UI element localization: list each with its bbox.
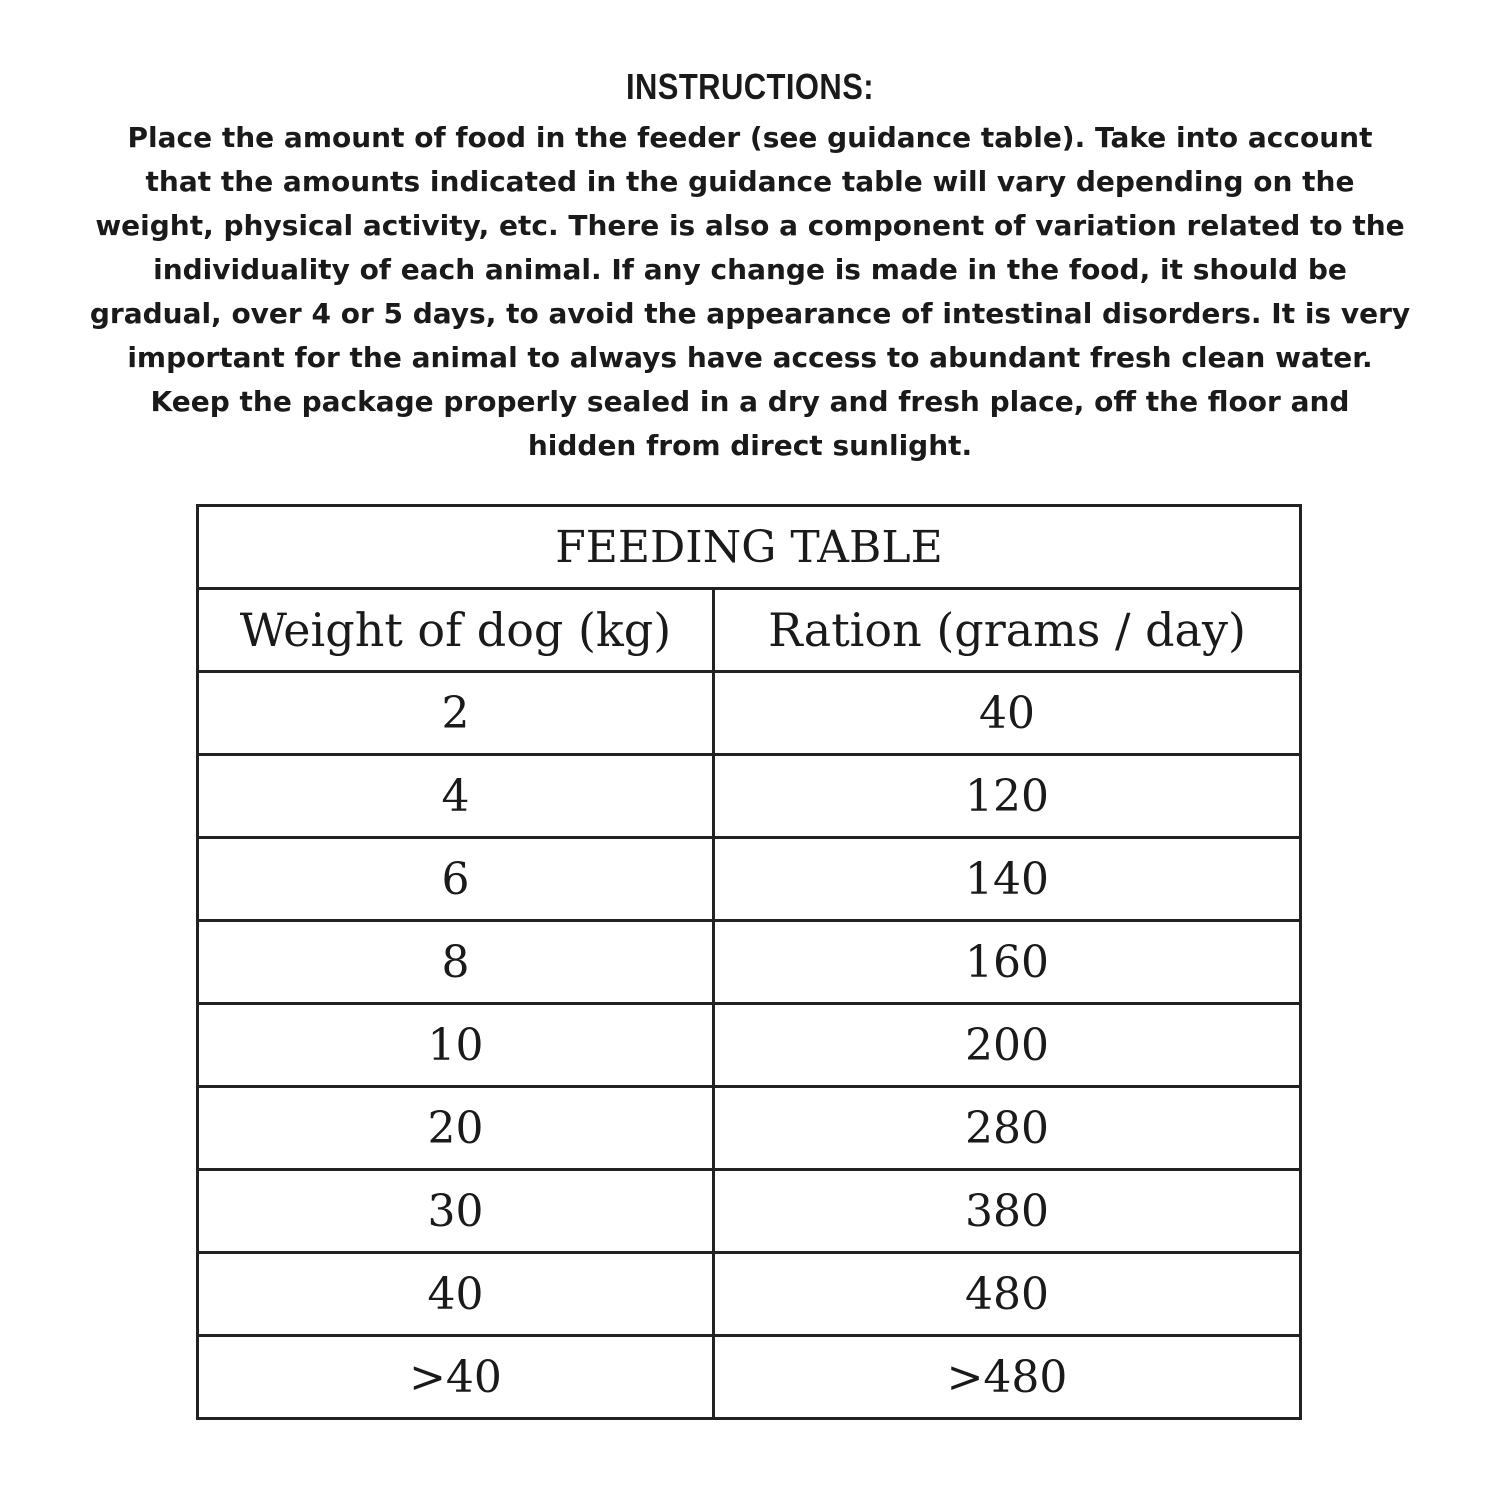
ration-cell: 380 bbox=[714, 1170, 1301, 1253]
weight-cell: 6 bbox=[198, 838, 714, 921]
instructions-text bbox=[40, 116, 1460, 468]
ration-cell: >480 bbox=[714, 1336, 1301, 1419]
weight-cell: 30 bbox=[198, 1170, 714, 1253]
instructions-line: Place the amount of food in the feeder (see guidance table). Take into account bbox=[127, 121, 1373, 154]
instructions-heading: INSTRUCTIONS: bbox=[625, 66, 875, 107]
ration-cell: 480 bbox=[714, 1253, 1301, 1336]
table-row bbox=[198, 921, 1301, 1004]
table-row bbox=[198, 1253, 1301, 1336]
ration-cell: 160 bbox=[714, 921, 1301, 1004]
table-title: FEEDING TABLE bbox=[198, 506, 1301, 589]
table-row bbox=[198, 1170, 1301, 1253]
ration-cell: 200 bbox=[714, 1004, 1301, 1087]
instructions-line: important for the animal to always have access to abundant fresh clean water. bbox=[127, 341, 1373, 374]
feeding-table-container bbox=[196, 504, 1302, 1420]
instructions-line: hidden from direct sunlight. bbox=[527, 429, 973, 462]
weight-cell: 20 bbox=[198, 1087, 714, 1170]
ration-cell: 40 bbox=[714, 672, 1301, 755]
table-row bbox=[198, 1336, 1301, 1419]
instructions-line: that the amounts indicated in the guidance table will vary depending on the bbox=[145, 165, 1355, 198]
ration-cell: 120 bbox=[714, 755, 1301, 838]
instructions-line: gradual, over 4 or 5 days, to avoid the appearance of intestinal disorders. It is very bbox=[89, 297, 1411, 330]
table-title-row bbox=[198, 506, 1301, 589]
instructions-line: weight, physical activity, etc. There is also a component of variation related to the bbox=[95, 209, 1405, 242]
weight-cell: 40 bbox=[198, 1253, 714, 1336]
table-header-row bbox=[198, 589, 1301, 672]
weight-cell: 2 bbox=[198, 672, 714, 755]
weight-cell: 8 bbox=[198, 921, 714, 1004]
table-row bbox=[198, 1004, 1301, 1087]
table-row bbox=[198, 838, 1301, 921]
feeding-table bbox=[196, 504, 1302, 1420]
ration-cell: 280 bbox=[714, 1087, 1301, 1170]
instructions-line: individuality of each animal. If any change is made in the food, it should be bbox=[153, 253, 1347, 286]
weight-cell: >40 bbox=[198, 1336, 714, 1419]
table-row bbox=[198, 1087, 1301, 1170]
column-header-weight: Weight of dog (kg) bbox=[198, 589, 714, 672]
table-row bbox=[198, 672, 1301, 755]
instructions-line: Keep the package properly sealed in a dry and fresh place, off the floor and bbox=[150, 385, 1350, 418]
table-row bbox=[198, 755, 1301, 838]
ration-cell: 140 bbox=[714, 838, 1301, 921]
weight-cell: 4 bbox=[198, 755, 714, 838]
weight-cell: 10 bbox=[198, 1004, 714, 1087]
column-header-ration: Ration (grams / day) bbox=[714, 589, 1301, 672]
